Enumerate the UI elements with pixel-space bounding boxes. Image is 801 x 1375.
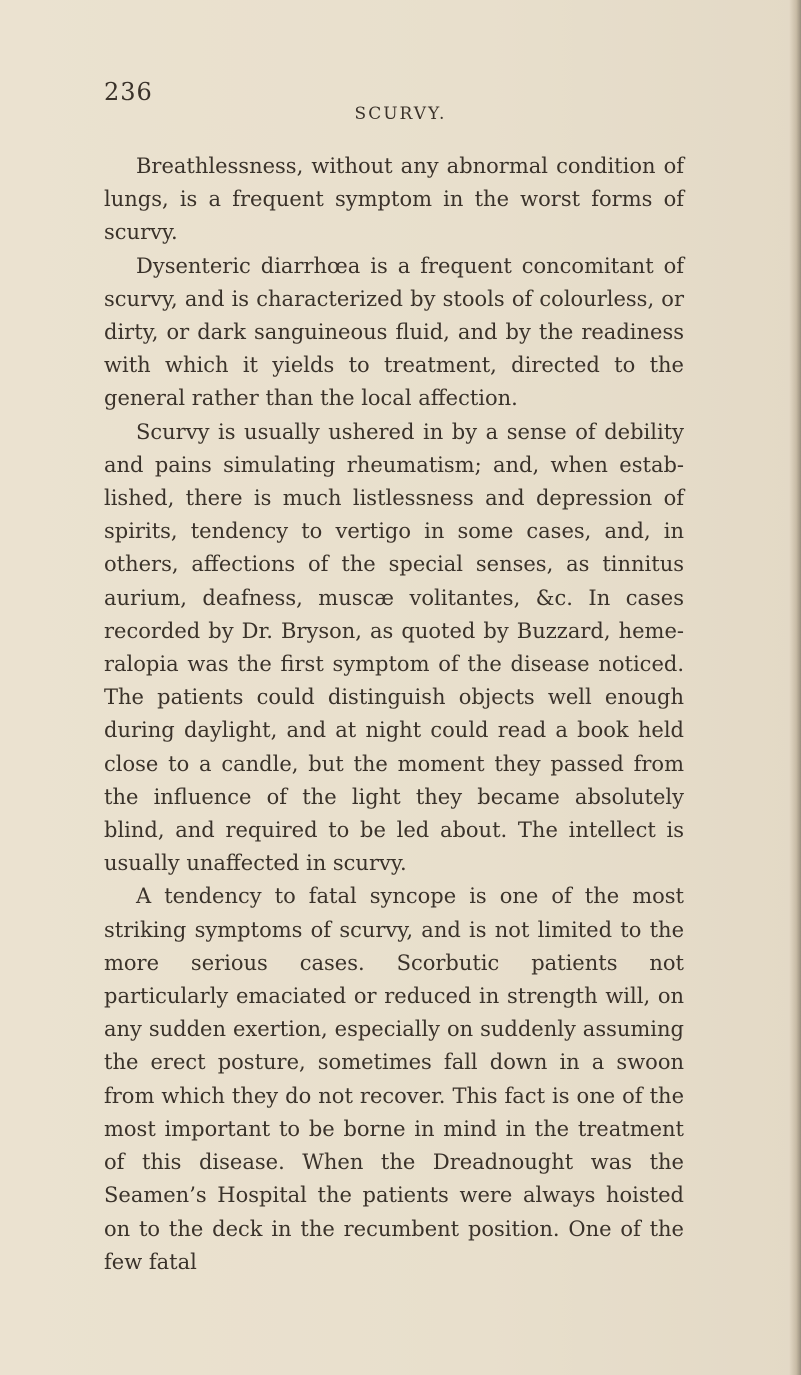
paragraph-onset-symptoms: Scurvy is usually ushered in by a sense of debility and pains simulating rheumatism; and, when estab-lished, there is much listlessness and depression of spirits, tendency to vertigo in some cases, and, in others, affections of the special senses, as tinnitus aurium, deafness, muscæ volitantes, &c. In cases recorded by Dr. Bryson, as quoted by Buzzard, heme-ralopia was the first symptom of the disease noticed. The patients could distinguish objects well enough during daylight, and at night could read a book held close to a candle, but the moment they passed from the influence of the light they became absolutely blind, and required to be led about. The intellect is usually unaffected in scurvy. xyxy=(104,419,684,876)
paragraph-fatal-syncope: A tendency to fatal syncope is one of the most striking symptoms of scurvy, and is not limited to the more serious cases. Scorbutic patients not particularly emaciated or reduced in strength will, on any sudden exertion, especially on suddenly assuming the erect posture, sometimes fall down in a swoon from which they do not recover. This fact is one of the most important to be borne in mind in the treatment of this disease. When the Dreadnought was the Seamen’s Hospital the patients were always hoisted on to the deck in the recumbent position. One of the few fatal xyxy=(104,884,684,1274)
running-head: SCURVY. xyxy=(354,104,447,124)
body-text xyxy=(104,150,684,1279)
paragraph-dysenteric-diarrhoea: Dysenteric diarrhœa is a frequent concomitant of scurvy, and is characterized by stools of colourless, or dirty, or dark sanguineous fluid, and by the readiness with which it yields to treatment, directed to the general rather than the local affection. xyxy=(104,253,684,411)
page-edge-shadow xyxy=(789,0,801,1375)
paragraph-breathlessness: Breathlessness, without any abnormal condition of lungs, is a frequent symptom in the worst forms of scurvy. xyxy=(104,154,684,245)
page-number: 236 xyxy=(104,78,153,106)
